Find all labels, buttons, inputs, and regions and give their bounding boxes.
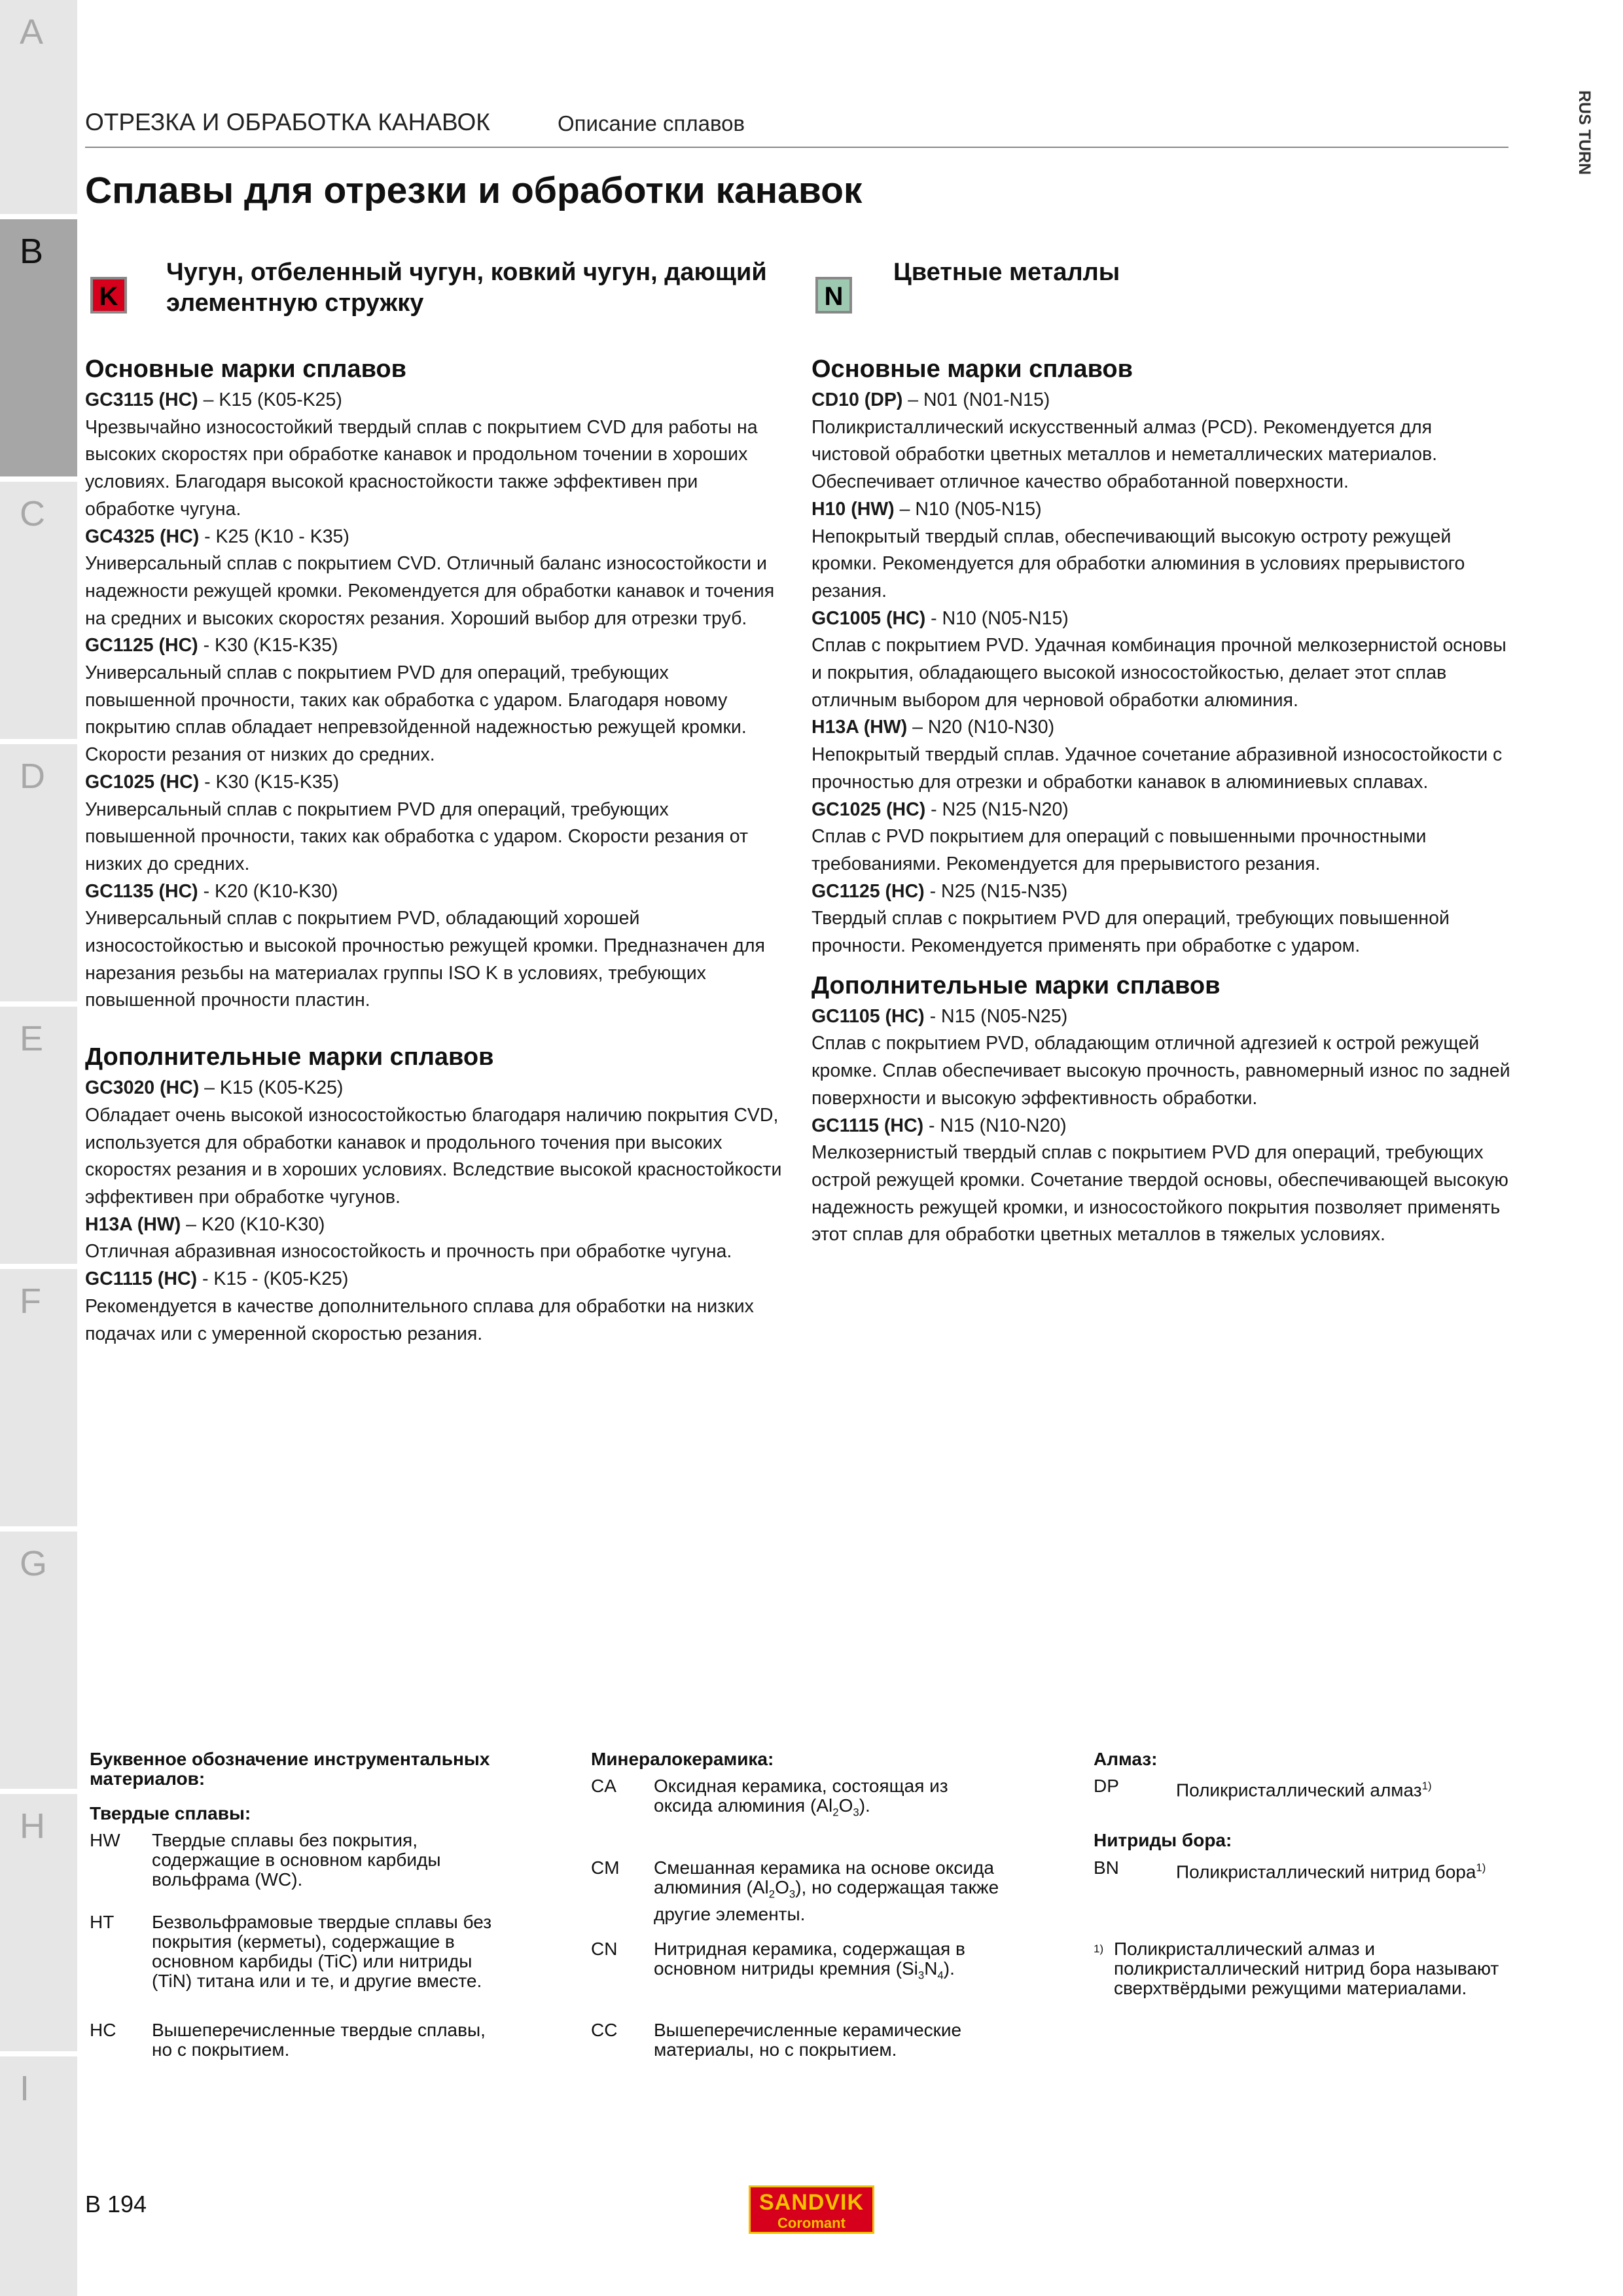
legend-desc-line: Оксидная керамика, состоящая из <box>654 1776 948 1796</box>
material-badge-n: N <box>815 277 852 314</box>
page-number: B 194 <box>85 2191 147 2217</box>
legend-desc-line: содержащие в основном карбиды <box>152 1850 441 1870</box>
text: ), но содержащая также <box>795 1877 999 1897</box>
tab-i-label: I <box>20 2069 30 2108</box>
sandvik-logo <box>749 2185 874 2234</box>
material-badge-k: K <box>90 277 127 314</box>
grade-code: GC3020 (HC) <box>85 1077 200 1099</box>
legend-desc-line: Вышеперечисленные твердые сплавы, <box>152 2020 486 2040</box>
tab-d-label: D <box>20 757 45 796</box>
grade-description-line: поверхности и высокую эффективность обработки. <box>812 1087 1258 1109</box>
group-title-k <box>166 257 767 319</box>
ceramics-title: Минералокерамика: <box>591 1749 774 1769</box>
legend-desc <box>1176 1776 1432 1800</box>
section-heading: Дополнительные марки сплавов <box>812 971 1221 999</box>
tab-f-label: F <box>20 1282 41 1321</box>
grade-description-line: Рекомендуется в качестве дополнительного сплава для обработки на низких <box>85 1295 754 1317</box>
grade-entry <box>812 605 1512 633</box>
grade-spec: - N15 (N05-N25) <box>924 1005 1068 1027</box>
grade-entry <box>85 1266 785 1293</box>
legend-code: CA <box>591 1776 616 1796</box>
grade-spec: – N01 (N01-N15) <box>902 389 1050 410</box>
diamond-title: Алмаз: <box>1094 1749 1158 1769</box>
grade-code: GC1025 (HC) <box>812 798 926 820</box>
logo-subtext: Coromant <box>777 2215 846 2231</box>
grade-description-line: скоростях резания и в хороших условиях. Вследствие высокой красностойкости <box>85 1159 782 1181</box>
tab-a-label: A <box>20 12 44 52</box>
legend-code: CC <box>591 2020 618 2040</box>
grade-spec: - K30 (K15-K35) <box>199 771 340 793</box>
grade-description-line: Непокрытый твердый сплав. Удачное сочетание абразивной износостойкости с <box>812 744 1503 766</box>
footnote-ref: 1) <box>1476 1861 1486 1874</box>
group-title-line: элементную стружку <box>166 289 424 317</box>
grade-entry <box>812 1003 1512 1031</box>
group-title-n: Цветные металлы <box>893 259 1120 286</box>
grade-description-line: надежности режущей кромки. Рекомендуется для обработки канавок и точения <box>85 580 775 601</box>
grade-code: GC1125 (HC) <box>812 880 925 902</box>
legend-title-line: Буквенное обозначение инструментальных <box>90 1749 490 1769</box>
legend-desc-line: Смешанная керамика на основе оксида <box>654 1857 994 1878</box>
text: алюминия (Al <box>654 1877 769 1897</box>
grade-entry <box>812 496 1512 524</box>
grade-spec: – N10 (N05-N15) <box>894 498 1042 520</box>
nitride-title: Нитриды бора: <box>1094 1830 1232 1850</box>
grade-spec: – N20 (N10-N30) <box>907 717 1055 738</box>
grade-code: CD10 (DP) <box>812 389 903 410</box>
grade-code: GC1025 (HC) <box>85 771 200 793</box>
left-column <box>85 351 785 1348</box>
subscript: 2 <box>832 1806 839 1819</box>
legend-code: CN <box>591 1939 618 1959</box>
legend-superhard <box>1094 1749 1512 2011</box>
legend-desc <box>654 2020 961 2060</box>
grade-description-line: Поликристаллический искусственный алмаз (PCD). Рекомендуется для <box>812 416 1433 438</box>
grade-description-line: Сплав с покрытием PVD, обладающим отличной адгезией к острой режущей <box>812 1033 1480 1054</box>
grade-spec: - N25 (N15-N35) <box>924 880 1068 902</box>
legend-code: CM <box>591 1857 620 1878</box>
legend-desc-line: вольфрама (WC). <box>152 1869 303 1890</box>
grade-description-line: этот сплав для обработки цветных металлов в тяжелых условиях. <box>812 1224 1385 1246</box>
subscript: 4 <box>937 1969 944 1982</box>
legend-materials <box>90 1749 548 2077</box>
grade-description-line: прочности. Рекомендуется применять при обработке с ударом. <box>812 935 1361 957</box>
grade-description-line: высоких скоростях при обработке канавок и продольном точении в хороших <box>85 444 748 465</box>
grade-code: H10 (HW) <box>812 498 895 520</box>
grade-description-line: Сплав с покрытием PVD. Удачная комбинация прочной мелкозернистой основы <box>812 635 1507 656</box>
footnote-text <box>1114 1939 1499 1998</box>
grade-spec: - N25 (N15-N20) <box>925 798 1069 820</box>
grade-description-line: Твердый сплав с покрытием PVD для операций, требующих повышенной <box>812 908 1450 929</box>
legend-desc-line: (TiN) титана или и те, и другие вместе. <box>152 1971 482 1991</box>
grade-spec: - N10 (N05-N15) <box>925 607 1069 629</box>
grade-description-line: резания. <box>812 580 887 601</box>
tab-c[interactable] <box>0 482 77 739</box>
grade-description-line: износостойкостью и высокой прочностью режущей кромки. Предназначен для <box>85 935 765 957</box>
text: O <box>838 1795 853 1816</box>
grade-spec: - N15 (N10-N20) <box>923 1115 1067 1136</box>
legend-desc <box>152 1912 491 1991</box>
tab-h-label: H <box>20 1806 45 1846</box>
legend-title-line: материалов: <box>90 1768 205 1789</box>
grade-description-line: подачах или с умеренной скоростью резания. <box>85 1323 483 1344</box>
tab-d[interactable] <box>0 744 77 1001</box>
subscript: 2 <box>768 1888 776 1901</box>
page-header <box>85 109 1508 148</box>
legend-ceramics <box>591 1749 1049 2077</box>
section-heading: Дополнительные марки сплавов <box>85 1043 494 1071</box>
side-label: RUS TURN <box>1575 90 1594 175</box>
grade-description-line: условиях. Благодаря высокой красностойкости также эффективен при <box>85 471 698 493</box>
group-title-line: Чугун, отбеленный чугун, ковкий чугун, дающий <box>166 259 767 286</box>
text: ). <box>859 1795 870 1816</box>
tab-f[interactable] <box>0 1269 77 1526</box>
grade-description-line: обработке чугуна. <box>85 498 241 520</box>
grade-entry <box>85 524 785 551</box>
footnote-line: поликристаллический нитрид бора называют <box>1114 1958 1499 1979</box>
grade-description-line: повышенной прочности, таких как обработка с ударом. Благодаря новому <box>85 689 728 711</box>
grade-code: GC1005 (HC) <box>812 607 926 629</box>
tab-i[interactable] <box>0 2056 77 2296</box>
grade-code: GC1115 (HC) <box>85 1268 198 1290</box>
grade-description-line: Универсальный сплав с покрытием CVD. Отличный баланс износостойкости и <box>85 553 767 575</box>
legend-desc-line: материалы, но с покрытием. <box>654 2039 897 2060</box>
legend-desc-line <box>654 1959 965 1986</box>
legend-desc <box>654 1776 948 1823</box>
subsection-title: Описание сплавов <box>558 111 745 135</box>
legend-desc-line: Нитридная керамика, содержащая в <box>654 1939 965 1959</box>
tab-b-label: B <box>20 232 44 271</box>
grade-code: GC3115 (HC) <box>85 389 198 410</box>
subscript: 3 <box>789 1888 796 1901</box>
text: основном нитриды кремния (Si <box>654 1958 918 1979</box>
grade-description-line: Чрезвычайно износостойкий твердый сплав с покрытием CVD для работы на <box>85 416 758 438</box>
grade-code: GC1105 (HC) <box>812 1005 925 1027</box>
subscript: 3 <box>918 1969 925 1982</box>
grade-entry <box>85 632 785 660</box>
grade-entry <box>812 1113 1512 1140</box>
grade-spec: – K20 (K10-K30) <box>181 1213 325 1235</box>
tab-g[interactable] <box>0 1532 77 1789</box>
grade-entry <box>812 878 1512 906</box>
grade-entry <box>85 1075 785 1102</box>
grade-description-line: Скорости резания от низких до средних. <box>85 744 435 766</box>
grade-code: GC1125 (HC) <box>85 635 198 656</box>
grade-description-line: повышенной прочности, таких как обработка с ударом. Скорости резания от <box>85 826 749 848</box>
grade-description-line: низких до средних. <box>85 853 250 874</box>
legend-desc-line: покрытия (керметы), содержащие в <box>152 1931 455 1952</box>
grade-description-line: требованиями. Рекомендуется для прерывистого резания. <box>812 853 1321 874</box>
footnote-ref: 1) <box>1421 1780 1432 1792</box>
text: N <box>924 1958 938 1979</box>
grade-description-line: кромке. Сплав обеспечивает высокую прочность, равномерный износ по задней <box>812 1060 1510 1082</box>
legend-desc-line: Вышеперечисленные керамические <box>654 2020 962 2040</box>
grade-entry <box>812 387 1512 414</box>
grade-entry <box>85 769 785 797</box>
legend-desc-line: но с покрытием. <box>152 2039 290 2060</box>
grade-code: GC1135 (HC) <box>85 880 198 902</box>
grade-description-line: чистовой обработки цветных металлов и неметаллических материалов. <box>812 444 1438 465</box>
section-title: ОТРЕЗКА И ОБРАБОТКА КАНАВОК <box>85 109 490 135</box>
grade-code: H13A (HW) <box>85 1213 181 1235</box>
tab-b[interactable] <box>0 219 77 476</box>
legend-desc <box>152 2020 486 2060</box>
legend-desc-line <box>654 1796 948 1823</box>
grade-spec: – K15 (K05-K25) <box>199 1077 344 1099</box>
grade-description-line: Универсальный сплав с покрытием PVD для операций, требующих <box>85 798 669 820</box>
grade-description-line: отличным выбором для черновой обработки алюминия. <box>812 689 1298 711</box>
legend-code: HC <box>90 2020 116 2040</box>
grade-description-line: Обладает очень высокой износостойкостью благодаря наличию покрытия CVD, <box>85 1104 779 1126</box>
legend-code: DP <box>1094 1776 1119 1796</box>
grade-description-line: покрытию сплав обладает непревзойденной надежностью режущей кромки. <box>85 717 747 738</box>
legend-desc <box>654 1939 965 1986</box>
right-column <box>812 351 1512 1249</box>
legend-code: BN <box>1094 1857 1119 1878</box>
grade-description-line: прочностью для отрезки и обработки канавок в алюминиевых сплавах. <box>812 771 1429 793</box>
legend-desc-line: другие элементы. <box>654 1903 806 1924</box>
tab-e-label: E <box>20 1019 44 1058</box>
page-title: Сплавы для отрезки и обработки канавок <box>85 170 863 211</box>
tab-a[interactable] <box>0 0 77 214</box>
legend-desc-line: Безвольфрамовые твердые сплавы без <box>152 1912 492 1932</box>
grade-entry <box>85 387 785 414</box>
legend-code: HW <box>90 1830 120 1850</box>
grade-spec: - K15 - (K05-K25) <box>197 1268 349 1290</box>
grade-description-line: кромки. Рекомендуется для обработки алюминия в условиях прерывистого <box>812 553 1465 575</box>
logo-text: SANDVIK <box>758 2190 865 2215</box>
tab-h[interactable] <box>0 1794 77 2051</box>
text: O <box>775 1877 789 1897</box>
text: ). <box>943 1958 955 1979</box>
grade-description-line: Непокрытый твердый сплав, обеспечивающий высокую остроту режущей <box>812 526 1452 547</box>
grade-description-line: нарезания резьбы на материалах группы ISO K в условиях, требующих <box>85 962 706 984</box>
grade-spec: – K15 (K05-K25) <box>198 389 342 410</box>
grade-spec: - K30 (K15-K35) <box>198 635 338 656</box>
grade-description-line: эффективен при обработке чугунов. <box>85 1186 401 1208</box>
grade-description-line: острой режущей кромки. Сочетание твердой основы, обеспечивающей высокую <box>812 1169 1508 1191</box>
text: оксида алюминия (Al <box>654 1795 833 1816</box>
grade-description-line: повышенной прочности пластин. <box>85 990 370 1011</box>
hard-alloys-title: Твердые сплавы: <box>90 1803 251 1823</box>
grade-description-line: и покрытия, обладающего высокой износостойкостью, делает этот сплав <box>812 662 1447 684</box>
legend-desc <box>654 1858 999 1924</box>
legend-desc-line <box>654 1878 999 1905</box>
grade-entry <box>85 878 785 906</box>
legend-desc <box>152 1831 440 1890</box>
grade-code: H13A (HW) <box>812 717 908 738</box>
grade-spec: - K25 (K10 - K35) <box>199 526 349 547</box>
tab-e[interactable] <box>0 1007 77 1264</box>
grade-description-line: надежность режущей кромки, и износостойкого покрытия позволяет применять <box>812 1196 1501 1218</box>
text: Поликристаллический нитрид бора <box>1176 1861 1476 1882</box>
grade-entry <box>85 1211 785 1239</box>
footnote-line: сверхтвёрдыми режущими материалами. <box>1114 1978 1467 1998</box>
legend-desc-line: основном карбиды (TiC) или нитриды <box>152 1951 473 1971</box>
grade-description-line: Сплав с PVD покрытием для операций с повышенными прочностными <box>812 826 1427 848</box>
section-heading: Основные марки сплавов <box>85 355 406 383</box>
subscript: 3 <box>853 1806 859 1819</box>
footnote-mark: 1) <box>1094 1943 1104 1955</box>
tab-c-label: C <box>20 494 45 533</box>
grade-description-line: Мелкозернистый твердый сплав с покрытием PVD для операций, требующих <box>812 1142 1484 1164</box>
legend-code: HT <box>90 1912 115 1932</box>
grade-description-line: используется для обработки канавок и продольного точения при высоких <box>85 1132 722 1153</box>
grade-description-line: Отличная абразивная износостойкость и прочность при обработке чугуна. <box>85 1241 732 1263</box>
grade-spec: - K20 (K10-K30) <box>198 880 338 902</box>
footnote-line: Поликристаллический алмаз и <box>1114 1939 1376 1959</box>
grade-description-line: Обеспечивает отличное качество обработанной поверхности. <box>812 471 1349 493</box>
section-heading: Основные марки сплавов <box>812 355 1133 383</box>
tab-g-label: G <box>20 1544 48 1583</box>
grade-code: GC4325 (HC) <box>85 526 200 547</box>
legend-desc <box>1176 1858 1486 1882</box>
text: Поликристаллический алмаз <box>1176 1780 1422 1801</box>
grade-description-line: Универсальный сплав с покрытием PVD, обладающий хорошей <box>85 908 640 929</box>
grade-code: GC1115 (HC) <box>812 1115 924 1136</box>
grade-entry <box>812 797 1512 824</box>
grade-entry <box>812 714 1512 742</box>
legend-desc-line: Твердые сплавы без покрытия, <box>152 1830 418 1850</box>
grade-description-line: Универсальный сплав с покрытием PVD для операций, требующих <box>85 662 669 684</box>
grade-description-line: на средних и высоких скоростях резания. Хороший выбор для отрезки труб. <box>85 607 747 629</box>
